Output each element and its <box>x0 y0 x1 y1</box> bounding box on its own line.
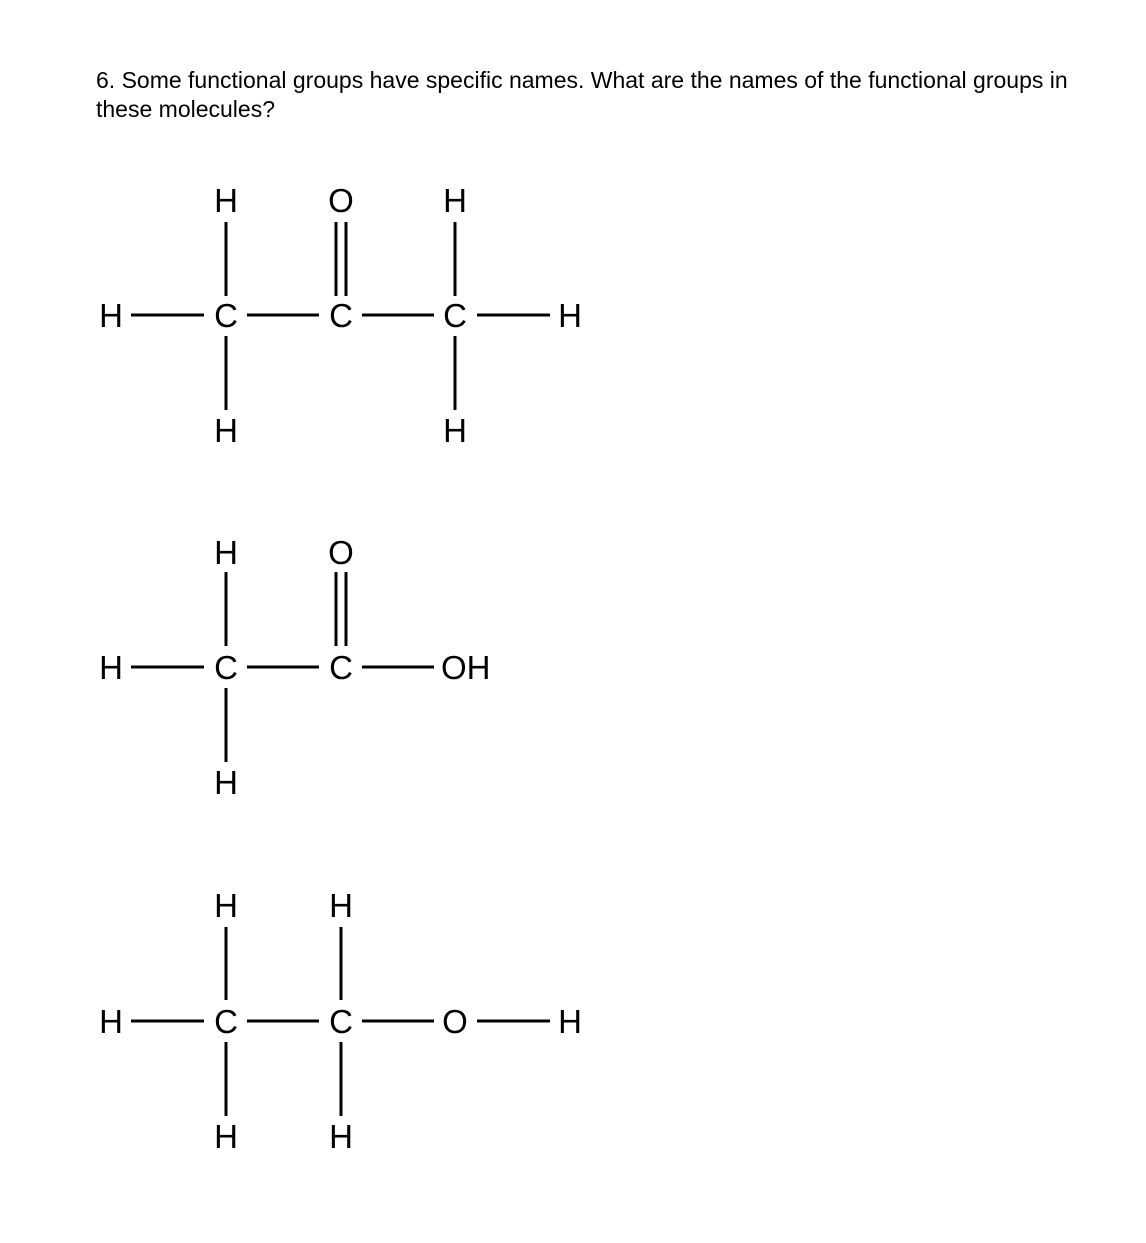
molecule-carboxylic-acid-structure <box>0 522 1146 822</box>
atom-c-2: C <box>329 649 353 686</box>
atom-c-2: C <box>329 297 353 334</box>
atom-h-bottom-3: H <box>443 412 467 449</box>
atom-h-bottom-1: H <box>214 1118 238 1155</box>
molecule-alcohol <box>0 876 1146 1176</box>
atom-o-carbonyl: O <box>328 182 354 219</box>
atom-o-carbonyl: O <box>328 534 354 571</box>
atom-h-bottom-1: H <box>214 412 238 449</box>
atom-c-1: C <box>214 297 238 334</box>
atom-h-left: H <box>99 1003 123 1040</box>
molecule-ketone-structure <box>0 170 1146 470</box>
atom-h-top-1: H <box>214 887 238 924</box>
atom-h-top-2: H <box>329 887 353 924</box>
atom-h-bottom-1: H <box>214 764 238 801</box>
atom-h-top-1: H <box>214 182 238 219</box>
atom-o: O <box>442 1003 468 1040</box>
atom-h-right: H <box>558 1003 582 1040</box>
atom-h-bottom-2: H <box>329 1118 353 1155</box>
atom-c-1: C <box>214 649 238 686</box>
molecule-alcohol-structure <box>0 876 1146 1176</box>
question-text: 6. Some functional groups have specific names. What are the names of the functional groups in these molecules? <box>96 67 1068 122</box>
atom-oh: OH <box>441 649 491 686</box>
atom-h-left: H <box>99 297 123 334</box>
atom-c-3: C <box>443 297 467 334</box>
molecule-carboxylic-acid <box>0 522 1146 822</box>
atom-h-right: H <box>558 297 582 334</box>
atom-c-1: C <box>214 1003 238 1040</box>
atom-h-top-3: H <box>443 182 467 219</box>
atom-h-top-1: H <box>214 534 238 571</box>
molecule-ketone <box>0 170 1146 470</box>
atom-c-2: C <box>329 1003 353 1040</box>
atom-h-left: H <box>99 649 123 686</box>
